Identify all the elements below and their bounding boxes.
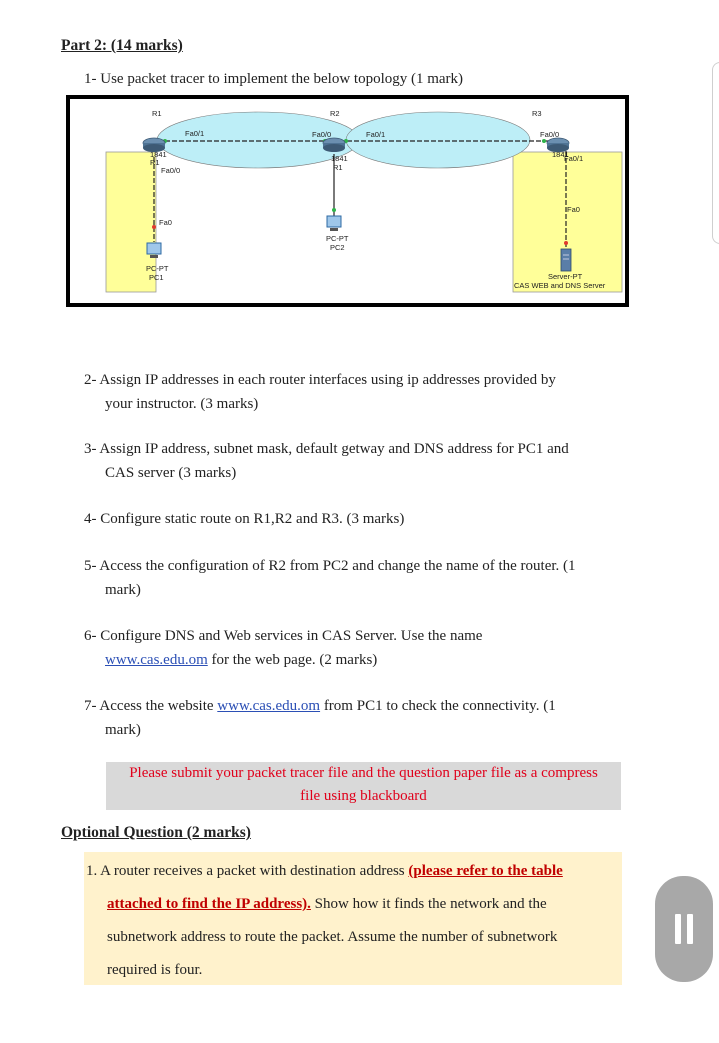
r2-fa01-label: Fa0/1 [366,130,386,139]
network-topology-diagram [66,95,629,307]
pause-icon [675,914,681,944]
pause-icon-bar [687,914,693,944]
server-fa0-label: Fa0 [567,205,580,214]
part-title: Part 2: (14 marks) [61,37,183,54]
question-1: 1- Use packet tracer to implement the below topology (1 mark) [84,71,464,87]
r1-model-label: 1841 [150,150,167,159]
pc2-type-label: PC-PT [326,234,349,243]
pc1-name-label: PC1 [149,273,164,282]
question-5: 5- Access the configuration of R2 from PC2 and change the name of the router. (1 mark) [84,558,576,598]
ip-table-reference-cont: attached to find the IP address). [107,896,311,912]
r1-fa00-label: Fa0/0 [161,166,181,175]
r1-name-label: R1 [150,158,160,167]
ip-table-reference: (please refer to the table [408,863,563,879]
cas-website-link[interactable]: www.cas.edu.om [105,652,208,668]
question-7: 7- Access the website www.cas.edu.om from PC1 to check the connectivity. (1 mark) [84,698,556,738]
r2-name-label: R1 [333,163,343,172]
submission-notice: Please submit your packet tracer file and the question paper file as a compress file using blackboard [106,762,621,810]
r3-model-label: 1841 [552,150,569,159]
wan-cloud-right [346,112,530,168]
r2-model-label: 1841 [331,154,348,163]
r1-top-label: R1 [152,109,162,118]
r3-fa01-label: Fa0/1 [564,154,584,163]
question-3: 3- Assign IP address, subnet mask, default getway and DNS address for PC1 and CAS server (3 marks) [84,441,569,481]
router-r2-icon [323,138,345,152]
pc2-name-label: PC2 [330,243,345,252]
side-panel-handle[interactable] [712,62,719,244]
optional-question-title: Optional Question (2 marks) [61,824,251,841]
pc1-type-label: PC-PT [146,264,169,273]
r3-fa00-label: Fa0/0 [540,130,560,139]
server-name-label: CAS WEB and DNS Server [514,281,606,290]
question-2: 2- Assign IP addresses in each router interfaces using ip addresses provided by your instructor. (3 marks) [84,372,556,412]
optional-question-text: 1. A router receives a packet with destination address (please refer to the table attached to find the IP address). Show how it finds the network and the subnetwork address to route the packet. Assume the number of subnetwork required is four. [86,863,563,978]
r3-top-label: R3 [532,109,542,118]
pause-button[interactable] [655,876,713,982]
question-6: 6- Configure DNS and Web services in CAS Server. Use the name www.cas.edu.om for the web page. (2 marks) [84,628,483,668]
pc2-icon [327,216,341,231]
pc1-fa0-label: Fa0 [159,218,172,227]
server-type-label: Server-PT [548,272,583,281]
r2-top-label: R2 [330,109,340,118]
r2-fa00-label: Fa0/0 [312,130,332,139]
question-4: 4- Configure static route on R1,R2 and R3. (3 marks) [84,511,405,527]
r1-fa01-label: Fa0/1 [185,129,205,138]
server-icon [561,249,571,271]
cas-website-link-2[interactable]: www.cas.edu.om [217,698,321,714]
